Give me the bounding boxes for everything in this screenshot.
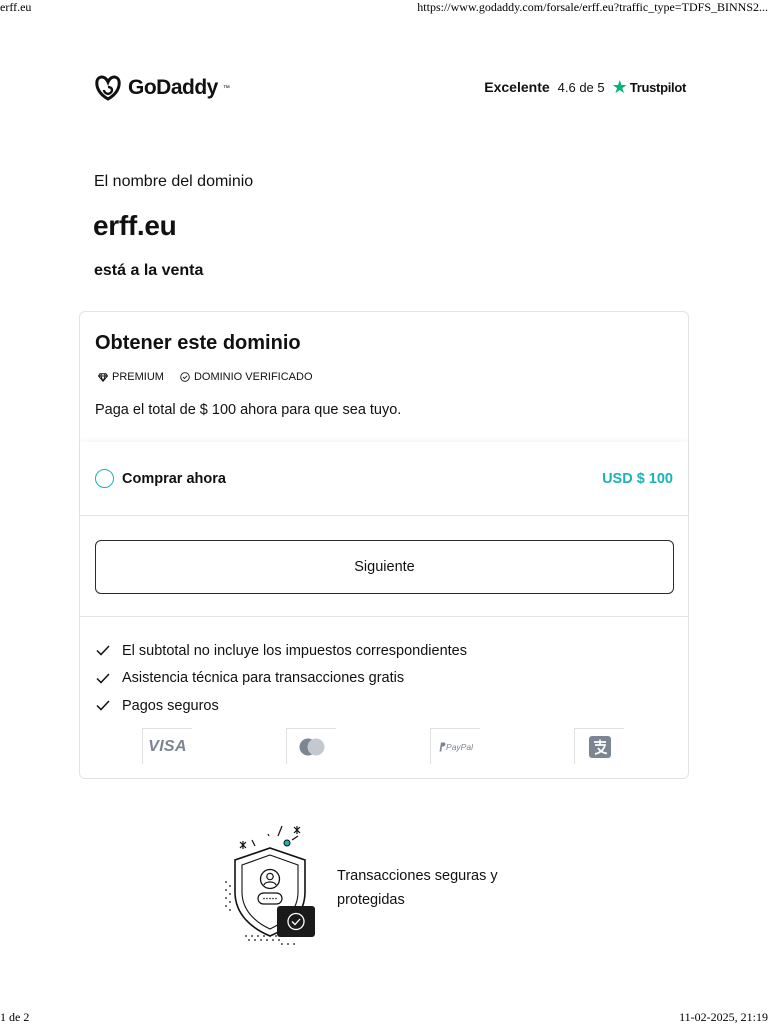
purchase-card xyxy=(79,311,689,779)
logo-wordmark: GoDaddy xyxy=(128,76,218,99)
price-description: Paga el total de $ 100 ahora para que sea tuyo. xyxy=(95,402,402,418)
star-icon: ★ xyxy=(611,77,628,97)
trustpilot-brand: Trustpilot xyxy=(629,79,686,95)
trustpilot-score: 4.6 de 5 xyxy=(557,79,605,95)
verified-badge-label: DOMINIO VERIFICADO xyxy=(193,371,313,383)
domain-badges xyxy=(98,371,313,383)
list-item xyxy=(96,692,467,720)
alipay-icon xyxy=(574,728,624,764)
trustpilot-rating-word: Excelente xyxy=(484,79,550,95)
godaddy-logo[interactable] xyxy=(93,74,230,102)
check-circle-icon xyxy=(180,372,190,382)
for-sale-status: está a la venta xyxy=(94,262,204,279)
buy-now-label: Comprar ahora xyxy=(122,470,226,487)
visa-icon xyxy=(142,728,192,764)
checkmark-icon xyxy=(96,673,114,684)
feature-list xyxy=(96,637,467,720)
visa-label: VISA xyxy=(148,737,187,755)
domain-label: El nombre del dominio xyxy=(94,173,254,190)
feature-text: El subtotal no incluye los impuestos correspondientes xyxy=(122,642,467,659)
print-header-url: https://www.godaddy.com/forsale/erff.eu?traffic_type=TDFS_BINNS2... xyxy=(417,0,768,14)
diamond-icon xyxy=(98,373,108,382)
paypal-icon xyxy=(430,728,480,764)
paypal-label: PayPal xyxy=(446,741,473,752)
premium-badge xyxy=(98,371,164,383)
checkmark-icon xyxy=(96,645,114,656)
next-button[interactable]: Siguiente xyxy=(95,540,674,594)
godaddy-logo-icon xyxy=(93,74,123,102)
trademark-mark: ™ xyxy=(222,84,230,92)
feature-text: Asistencia técnica para transacciones gratis xyxy=(122,670,405,687)
divider xyxy=(80,616,688,617)
card-title: Obtener este dominio xyxy=(95,332,301,354)
feature-text: Pagos seguros xyxy=(122,697,219,714)
payment-methods xyxy=(142,728,624,764)
print-timestamp: 11-02-2025, 21:19 xyxy=(679,1010,768,1024)
buy-now-radio[interactable] xyxy=(95,469,114,488)
mastercard-icon xyxy=(286,728,336,764)
trustpilot-rating[interactable] xyxy=(484,78,686,96)
print-page-number: 1 de 2 xyxy=(0,1010,30,1024)
checkmark-icon xyxy=(96,700,114,711)
secure-transactions-text: Transacciones seguras y protegidas xyxy=(337,868,498,908)
premium-badge-label: PREMIUM xyxy=(112,371,164,383)
list-item xyxy=(96,665,467,693)
list-item xyxy=(96,637,467,665)
verified-badge xyxy=(180,371,313,383)
domain-name: erff.eu xyxy=(93,210,177,241)
print-header-title: erff.eu xyxy=(0,0,32,14)
buy-now-price: USD $ 100 xyxy=(602,470,673,487)
secure-shield-icon xyxy=(222,822,322,957)
buy-now-option[interactable] xyxy=(80,442,688,516)
